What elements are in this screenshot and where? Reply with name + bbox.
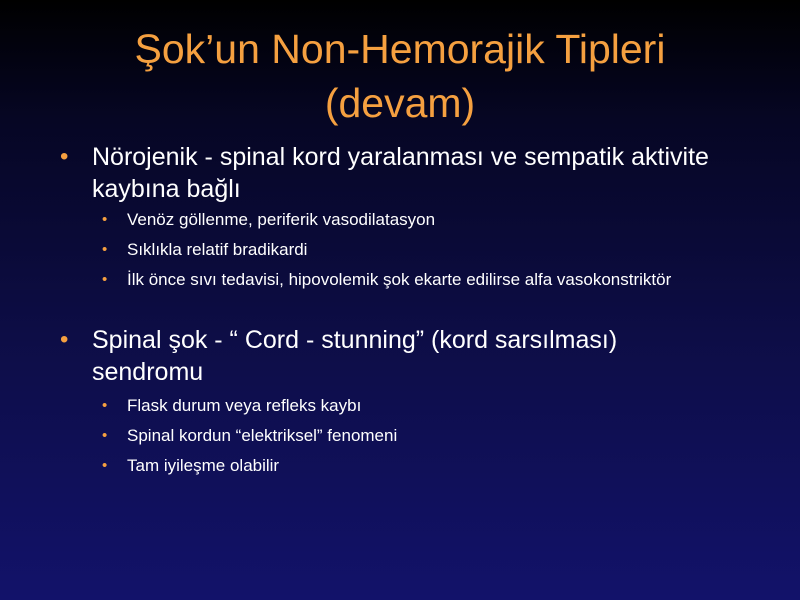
bullet-level2-item: Flask durum veya refleks kaybı bbox=[127, 396, 362, 415]
bullet-icon: • bbox=[102, 397, 108, 414]
slide-title bbox=[40, 22, 760, 130]
bullet-icon: • bbox=[60, 143, 69, 170]
bullet-level1-neurogenic: Nörojenik - spinal kord yaralanması ve sempatik aktivite kaybına bağlı bbox=[92, 143, 709, 203]
bullet-level2-item: Sıklıkla relatif bradikardi bbox=[127, 240, 308, 259]
bullet-icon: • bbox=[102, 457, 108, 474]
bullet-level1-spinal-shock: Spinal şok - “ Cord - stunning” (kord sarsılması) sendromu bbox=[92, 326, 618, 386]
bullet-icon: • bbox=[60, 326, 69, 353]
bullet-level2-item: Tam iyileşme olabilir bbox=[127, 456, 280, 475]
slide-title-line1: Şok’un Non-Hemorajik Tipleri bbox=[134, 26, 666, 72]
bullet-level2-item: İlk önce sıvı tedavisi, hipovolemik şok ekarte edilirse alfa vasokonstriktör bbox=[127, 270, 672, 289]
bullet-icon: • bbox=[102, 211, 108, 228]
slide-title-line2: (devam) bbox=[324, 80, 476, 126]
bullet-level2-item: Venöz göllenme, periferik vasodilatasyon bbox=[127, 210, 436, 229]
bullet-icon: • bbox=[102, 427, 108, 444]
bullet-icon: • bbox=[102, 271, 108, 288]
bullet-level2-item: Spinal kordun “elektriksel” fenomeni bbox=[127, 426, 398, 445]
bullet-icon: • bbox=[102, 241, 108, 258]
